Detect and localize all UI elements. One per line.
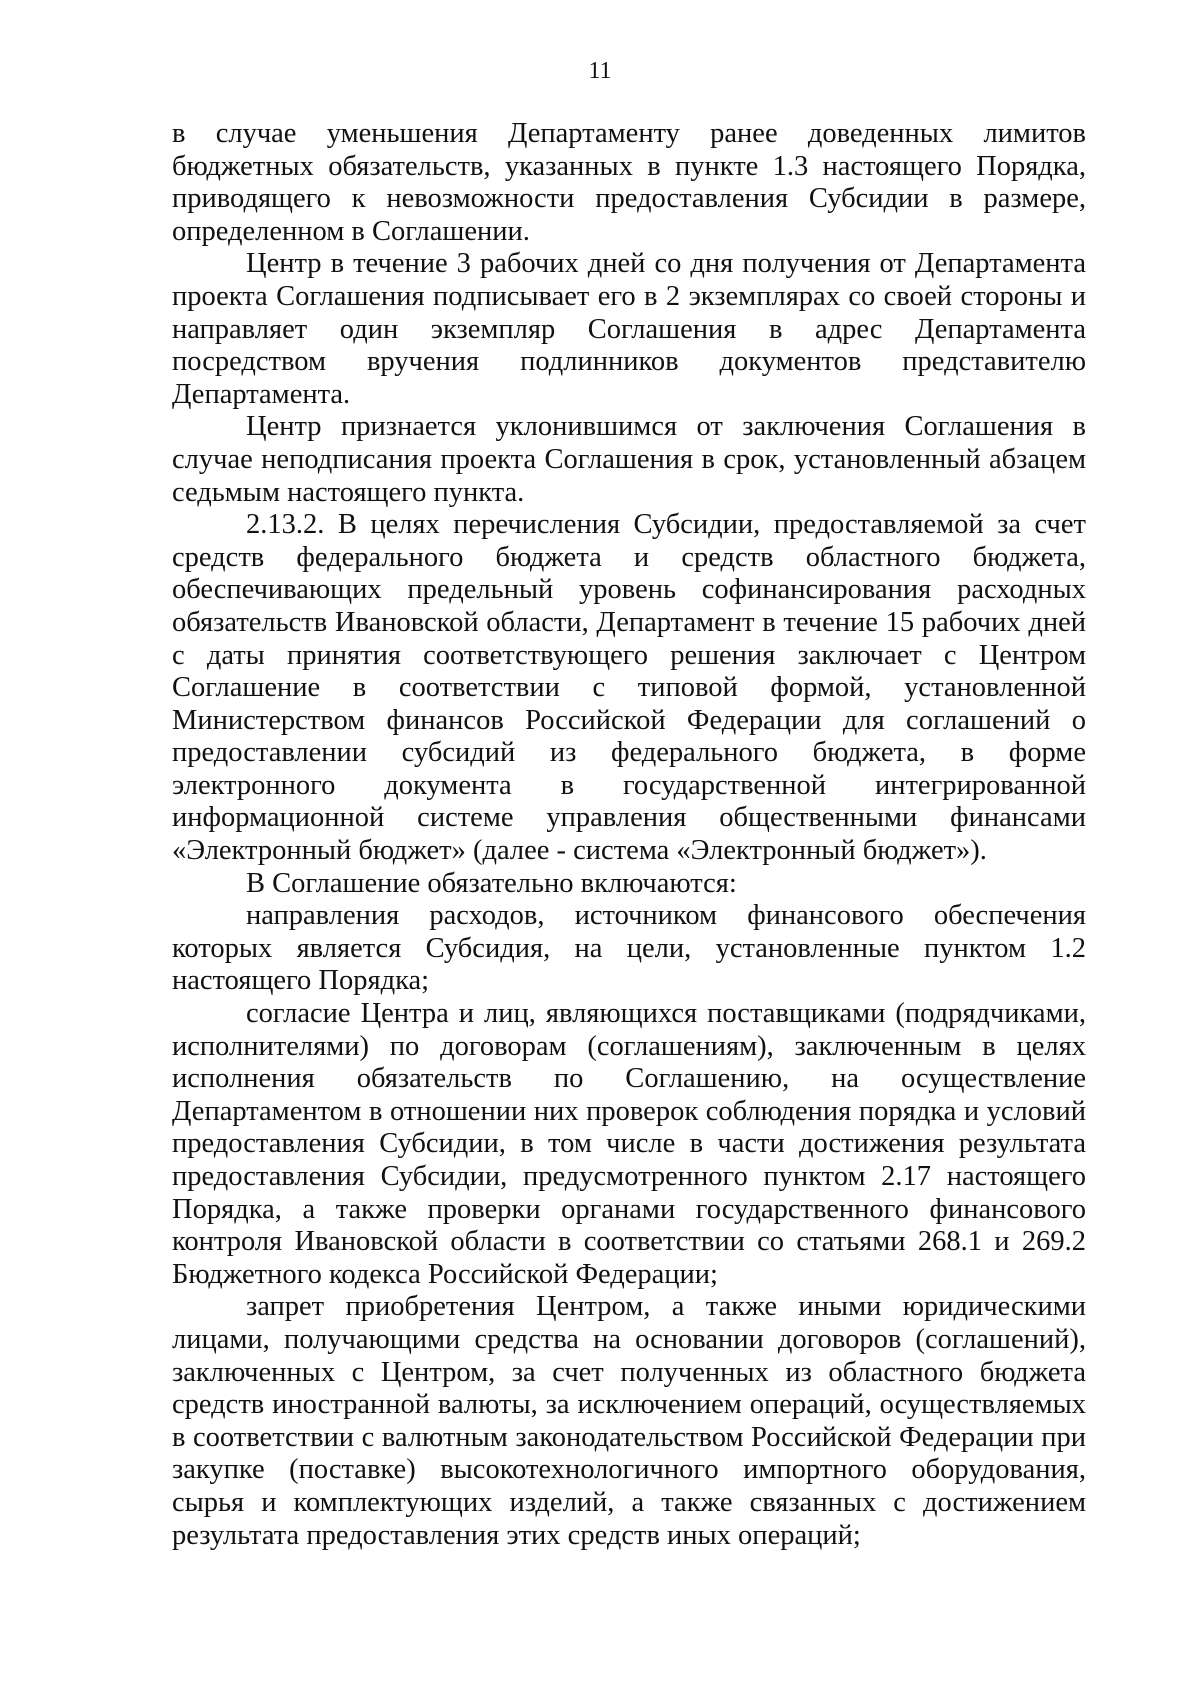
paragraph-1: в случае уменьшения Департаменту ранее доведенных лимитов бюджетных обязательств, указанных в пункте 1.3 настоящего Порядка, приводящего к невозможности предоставления Субсидии в размере, определенном в Соглашении.: [172, 118, 1086, 247]
paragraph-5: В Соглашение обязательно включаются:: [246, 867, 737, 899]
paragraph-2: Центр в течение 3 рабочих дней со дня получения от Департамента проекта Соглашения подписывает его в 2 экземплярах со своей стороны и направляет один экземпляр Соглашения в адрес Департамента посредством вручения подлинников документов представителю Департамента.: [172, 248, 1086, 410]
document-body: [172, 118, 1086, 1552]
paragraph-6: направления расходов, источником финансового обеспечения которых является Субсидия, на цели, установленные пунктом 1.2 настоящего Порядка;: [172, 900, 1086, 997]
paragraph-3: Центр признается уклонившимся от заключения Соглашения в случае неподписания проекта Соглашения в срок, установленный абзацем седьмым настоящего пункта.: [172, 411, 1086, 508]
paragraph-4: 2.13.2. В целях перечисления Субсидии, предоставляемой за счет средств федерального бюджета и средств областного бюджета, обеспечивающих предельный уровень софинансирования расходных обязательств Ивановской области, Департамент в течение 15 рабочих дней с даты принятия соответствующего решения заключает с Центром Соглашение в соответствии с типовой формой, установленной Министерством финансов Российской Федерации для соглашений о предоставлении субсидий из федерального бюджета, в форме электронного документа в государственной интегрированной информационной системе управления общественными финансами «Электронный бюджет» (далее - система «Электронный бюджет»).: [172, 509, 1086, 867]
paragraph-8: запрет приобретения Центром, а также иными юридическими лицами, получающими средства на основании договоров (соглашений), заключенных с Центром, за счет полученных из областного бюджета средств иностранной валюты, за исключением операций, осуществляемых в соответствии с валютным законодательством Российской Федерации при закупке (поставке) высокотехнологичного импортного оборудования, сырья и комплектующих изделий, а также связанных с достижением результата предоставления этих средств иных операций;: [172, 1291, 1086, 1551]
paragraph-7: согласие Центра и лиц, являющихся поставщиками (подрядчиками, исполнителями) по договорам (соглашениям), заключенным в целях исполнения обязательств по Соглашению, на осуществление Департаментом в отношении них проверок соблюдения порядка и условий предоставления Субсидии, в том числе в части достижения результата предоставления Субсидии, предусмотренного пунктом 2.17 настоящего Порядка, а также проверки органами государственного финансового контроля Ивановской области в соответствии со статьями 268.1 и 269.2 Бюджетного кодекса Российской Федерации;: [172, 998, 1086, 1290]
page-number: 11: [588, 58, 612, 84]
